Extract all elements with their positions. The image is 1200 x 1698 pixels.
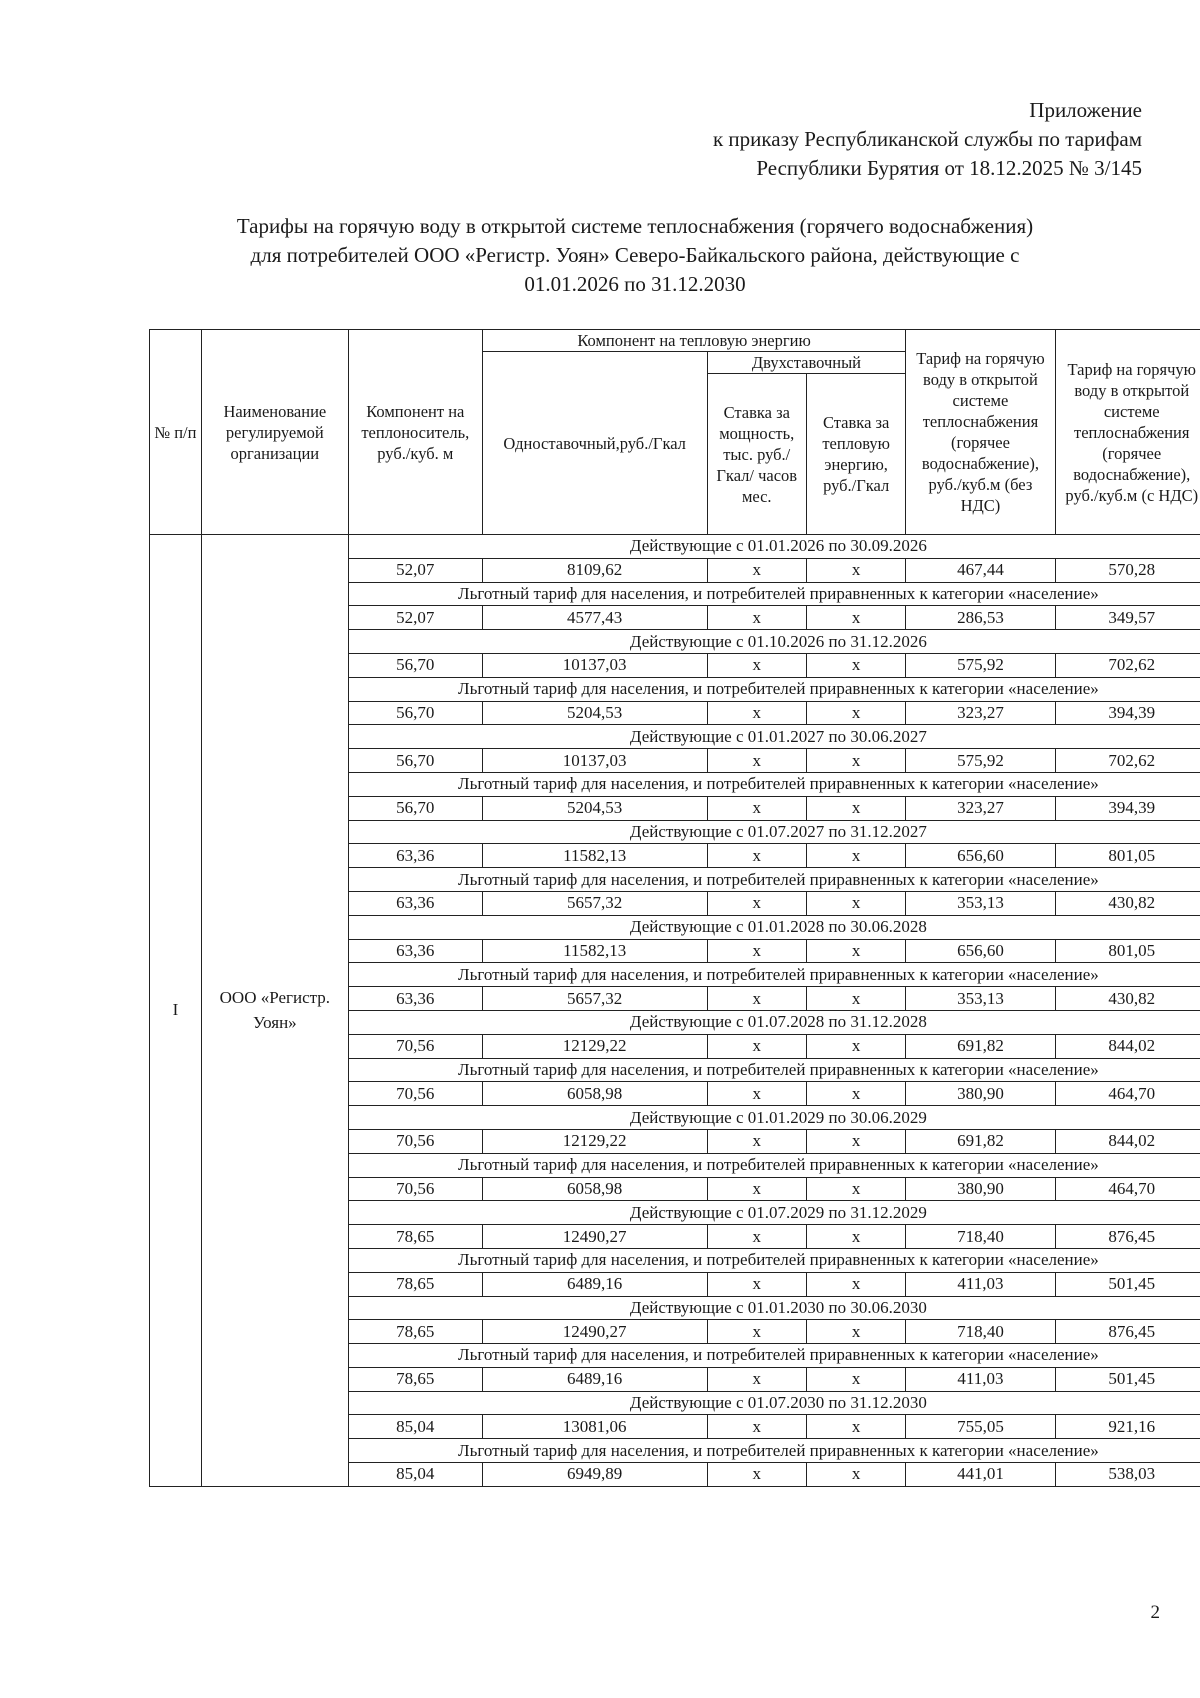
cell-cap: х: [707, 891, 806, 915]
cell-energy: х: [806, 844, 905, 868]
cell-cap: х: [707, 1272, 806, 1296]
cell-single: 5204,53: [482, 701, 707, 725]
cell-vat: 876,45: [1055, 1320, 1200, 1344]
cell-cap: х: [707, 1225, 806, 1249]
cell-energy: х: [806, 1320, 905, 1344]
cell-vat: 844,02: [1055, 1034, 1200, 1058]
cell-single: 8109,62: [482, 558, 707, 582]
cell-carrier: 78,65: [348, 1320, 482, 1344]
cell-single: 6058,98: [482, 1177, 707, 1201]
cell-cap: х: [707, 939, 806, 963]
cell-no-vat: 718,40: [906, 1225, 1055, 1249]
cell-vat: 844,02: [1055, 1129, 1200, 1153]
period-label: Действующие с 01.01.2026 по 30.09.2026: [348, 535, 1200, 559]
period-label: Действующие с 01.07.2029 по 31.12.2029: [348, 1201, 1200, 1225]
cell-carrier: 63,36: [348, 844, 482, 868]
cell-no-vat: 411,03: [906, 1272, 1055, 1296]
period-label: Действующие с 01.10.2026 по 31.12.2026: [348, 630, 1200, 654]
organization-name: ООО «Регистр. Уоян»: [201, 535, 348, 1487]
header-num: № п/п: [150, 330, 202, 535]
header-tariff-vat: Тариф на горячую воду в открытой системе теплоснабжения (горячее водоснабжение), руб./куб.м (с НДС): [1055, 330, 1200, 535]
cell-carrier: 78,65: [348, 1367, 482, 1391]
cell-single: 5657,32: [482, 891, 707, 915]
cell-cap: х: [707, 1082, 806, 1106]
cell-cap: х: [707, 749, 806, 773]
cell-carrier: 52,07: [348, 606, 482, 630]
cell-carrier: 85,04: [348, 1415, 482, 1439]
benefit-label: Льготный тариф для населения, и потребителей приравненных к категории «население»: [348, 1248, 1200, 1272]
benefit-label: Льготный тариф для населения, и потребителей приравненных к категории «население»: [348, 677, 1200, 701]
period-label: Действующие с 01.07.2028 по 31.12.2028: [348, 1010, 1200, 1034]
header-carrier: Компонент на теплоноситель, руб./куб. м: [348, 330, 482, 535]
cell-vat: 702,62: [1055, 749, 1200, 773]
cell-energy: х: [806, 987, 905, 1011]
cell-no-vat: 441,01: [906, 1463, 1055, 1487]
cell-no-vat: 718,40: [906, 1320, 1055, 1344]
cell-vat: 921,16: [1055, 1415, 1200, 1439]
cell-vat: 801,05: [1055, 844, 1200, 868]
cell-cap: х: [707, 987, 806, 1011]
cell-energy: х: [806, 606, 905, 630]
cell-single: 6949,89: [482, 1463, 707, 1487]
cell-carrier: 70,56: [348, 1034, 482, 1058]
document-title: [150, 212, 1120, 299]
cell-no-vat: 691,82: [906, 1034, 1055, 1058]
cell-single: 10137,03: [482, 749, 707, 773]
cell-single: 11582,13: [482, 844, 707, 868]
cell-energy: х: [806, 749, 905, 773]
cell-no-vat: 691,82: [906, 1129, 1055, 1153]
header-energy-group: Компонент на тепловую энергию: [482, 330, 906, 352]
cell-energy: х: [806, 1415, 905, 1439]
cell-energy: х: [806, 939, 905, 963]
cell-no-vat: 323,27: [906, 701, 1055, 725]
cell-energy: х: [806, 1367, 905, 1391]
cell-no-vat: 411,03: [906, 1367, 1055, 1391]
cell-cap: х: [707, 1367, 806, 1391]
cell-cap: х: [707, 796, 806, 820]
row-number: I: [150, 535, 202, 1487]
cell-energy: х: [806, 558, 905, 582]
cell-cap: х: [707, 1129, 806, 1153]
tariff-table: [149, 329, 1200, 1487]
cell-carrier: 78,65: [348, 1272, 482, 1296]
cell-vat: 876,45: [1055, 1225, 1200, 1249]
appendix-line: Приложение: [1029, 98, 1142, 122]
cell-vat: 430,82: [1055, 987, 1200, 1011]
cell-no-vat: 656,60: [906, 844, 1055, 868]
cell-cap: х: [707, 558, 806, 582]
cell-vat: 464,70: [1055, 1177, 1200, 1201]
period-label: Действующие с 01.01.2027 по 30.06.2027: [348, 725, 1200, 749]
cell-vat: 702,62: [1055, 653, 1200, 677]
cell-carrier: 70,56: [348, 1129, 482, 1153]
appendix-header: [713, 96, 1142, 183]
cell-no-vat: 380,90: [906, 1177, 1055, 1201]
cell-vat: 501,45: [1055, 1367, 1200, 1391]
cell-no-vat: 467,44: [906, 558, 1055, 582]
cell-cap: х: [707, 844, 806, 868]
header-energy-rate: Ставка за тепловую энергию, руб./Гкал: [806, 374, 905, 535]
cell-carrier: 63,36: [348, 987, 482, 1011]
cell-cap: х: [707, 1320, 806, 1344]
cell-energy: х: [806, 891, 905, 915]
benefit-label: Льготный тариф для населения, и потребителей приравненных к категории «население»: [348, 582, 1200, 606]
cell-single: 6489,16: [482, 1367, 707, 1391]
period-label: Действующие с 01.01.2030 по 30.06.2030: [348, 1296, 1200, 1320]
period-row: [150, 535, 1200, 559]
appendix-line: Республики Бурятия от 18.12.2025 № 3/145: [756, 156, 1142, 180]
cell-carrier: 56,70: [348, 653, 482, 677]
cell-carrier: 85,04: [348, 1463, 482, 1487]
cell-cap: х: [707, 606, 806, 630]
cell-vat: 464,70: [1055, 1082, 1200, 1106]
cell-single: 5657,32: [482, 987, 707, 1011]
cell-cap: х: [707, 1463, 806, 1487]
cell-carrier: 56,70: [348, 701, 482, 725]
title-line: Тарифы на горячую воду в открытой системе теплоснабжения (горячего водоснабжения): [236, 214, 1034, 238]
cell-energy: х: [806, 1463, 905, 1487]
cell-vat: 801,05: [1055, 939, 1200, 963]
cell-cap: х: [707, 1177, 806, 1201]
cell-single: 13081,06: [482, 1415, 707, 1439]
benefit-label: Льготный тариф для населения, и потребителей приравненных к категории «население»: [348, 1439, 1200, 1463]
cell-single: 11582,13: [482, 939, 707, 963]
header-org: Наименование регулируемой организации: [201, 330, 348, 535]
cell-carrier: 63,36: [348, 891, 482, 915]
cell-carrier: 56,70: [348, 749, 482, 773]
table-body: [150, 535, 1200, 1487]
cell-carrier: 70,56: [348, 1082, 482, 1106]
cell-no-vat: 575,92: [906, 749, 1055, 773]
cell-single: 12490,27: [482, 1225, 707, 1249]
benefit-label: Льготный тариф для населения, и потребителей приравненных к категории «население»: [348, 868, 1200, 892]
cell-single: 6489,16: [482, 1272, 707, 1296]
cell-carrier: 70,56: [348, 1177, 482, 1201]
cell-no-vat: 353,13: [906, 891, 1055, 915]
period-label: Действующие с 01.01.2029 по 30.06.2029: [348, 1106, 1200, 1130]
cell-no-vat: 755,05: [906, 1415, 1055, 1439]
cell-no-vat: 575,92: [906, 653, 1055, 677]
cell-energy: х: [806, 701, 905, 725]
cell-vat: 394,39: [1055, 796, 1200, 820]
cell-no-vat: 380,90: [906, 1082, 1055, 1106]
cell-no-vat: 323,27: [906, 796, 1055, 820]
cell-energy: х: [806, 1082, 905, 1106]
period-label: Действующие с 01.07.2027 по 31.12.2027: [348, 820, 1200, 844]
cell-energy: х: [806, 1034, 905, 1058]
cell-no-vat: 353,13: [906, 987, 1055, 1011]
period-label: Действующие с 01.07.2030 по 31.12.2030: [348, 1391, 1200, 1415]
cell-single: 10137,03: [482, 653, 707, 677]
table-header: [150, 330, 1200, 535]
cell-energy: х: [806, 653, 905, 677]
benefit-label: Льготный тариф для населения, и потребителей приравненных к категории «население»: [348, 1058, 1200, 1082]
title-line: для потребителей ООО «Регистр. Уоян» Северо-Байкальского района, действующие с: [250, 243, 1020, 267]
cell-vat: 430,82: [1055, 891, 1200, 915]
cell-vat: 394,39: [1055, 701, 1200, 725]
benefit-label: Льготный тариф для населения, и потребителей приравненных к категории «население»: [348, 1344, 1200, 1368]
cell-cap: х: [707, 1034, 806, 1058]
cell-energy: х: [806, 796, 905, 820]
cell-single: 6058,98: [482, 1082, 707, 1106]
header-tariff-no-vat: Тариф на горячую воду в открытой системе теплоснабжения (горячее водоснабжение), руб./куб.м (без НДС): [906, 330, 1055, 535]
cell-cap: х: [707, 653, 806, 677]
cell-single: 4577,43: [482, 606, 707, 630]
cell-energy: х: [806, 1225, 905, 1249]
cell-carrier: 78,65: [348, 1225, 482, 1249]
cell-single: 12129,22: [482, 1129, 707, 1153]
cell-no-vat: 286,53: [906, 606, 1055, 630]
cell-energy: х: [806, 1177, 905, 1201]
page-number: 2: [1150, 1602, 1160, 1623]
cell-energy: х: [806, 1272, 905, 1296]
cell-no-vat: 656,60: [906, 939, 1055, 963]
appendix-line: к приказу Республиканской службы по тарифам: [712, 127, 1142, 151]
cell-carrier: 52,07: [348, 558, 482, 582]
cell-single: 5204,53: [482, 796, 707, 820]
benefit-label: Льготный тариф для населения, и потребителей приравненных к категории «население»: [348, 772, 1200, 796]
header-capacity-rate: Ставка за мощность, тыс. руб./Гкал/ часов мес.: [707, 374, 806, 535]
cell-cap: х: [707, 701, 806, 725]
cell-carrier: 56,70: [348, 796, 482, 820]
cell-carrier: 63,36: [348, 939, 482, 963]
period-label: Действующие с 01.01.2028 по 30.06.2028: [348, 915, 1200, 939]
cell-cap: х: [707, 1415, 806, 1439]
header-two-rate: Двухставочный: [707, 352, 906, 374]
title-line: 01.01.2026 по 31.12.2030: [524, 272, 746, 296]
cell-single: 12490,27: [482, 1320, 707, 1344]
cell-vat: 501,45: [1055, 1272, 1200, 1296]
benefit-label: Льготный тариф для населения, и потребителей приравненных к категории «население»: [348, 963, 1200, 987]
cell-single: 12129,22: [482, 1034, 707, 1058]
cell-vat: 538,03: [1055, 1463, 1200, 1487]
benefit-label: Льготный тариф для населения, и потребителей приравненных к категории «население»: [348, 1153, 1200, 1177]
cell-energy: х: [806, 1129, 905, 1153]
cell-vat: 349,57: [1055, 606, 1200, 630]
header-single-rate: Одноставочный,руб./Гкал: [482, 352, 707, 535]
cell-vat: 570,28: [1055, 558, 1200, 582]
